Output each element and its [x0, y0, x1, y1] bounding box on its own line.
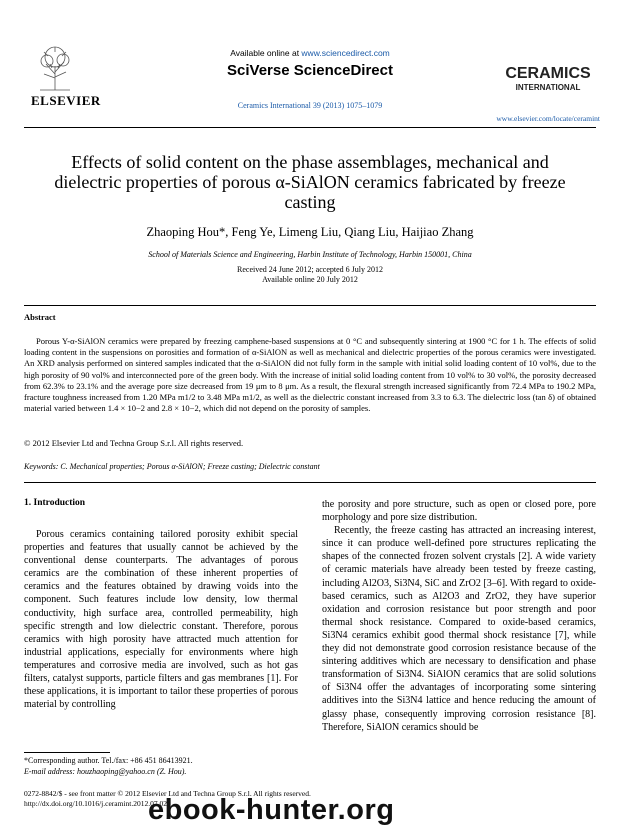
abstract-text: Porous Y-α-SiAlON ceramics were prepared by freezing camphene-based suspensions at 0 °C and subsequently sintering at 1900 °C for 1 h. The effects of solid loading content in the suspensions on porosities and formation of α-SiAlON as well as mechanical and dielectric properties of the porous ceramics were investigated. An XRD analysis performed on sintered samples indicated that the α-SiAlON did not fully form in the sample with initial solid loading content of 10 vol%, due to the high porosity of 90 vol% and interconnected pore of the green body. With the increase of initial solid loading content from 10 vol% to 30 vol%, the porosity decreased from 62.3% to 23.1% and the average pore size decreased from 19 μm to 8 μm. As a result, the flexural strength increased significantly from 72.4 MPa to 190.2 MPa, fracture toughness increased from 1.20 MPa m1/2 to 3.48 MPa m1/2, as well as the dielectric constant increased from 3.3 to 6.3. The dielectric loss (tan δ) of obtained material varied between 1.4 × 10−2 and 2.8 × 10−2, which did not depend on the porosity of samples. [24, 336, 596, 414]
platform-name: SciVerse ScienceDirect [227, 62, 393, 79]
doi-link[interactable]: http://dx.doi.org/10.1016/j.ceramint.2012.07.029 [24, 798, 171, 808]
footnote [24, 756, 298, 777]
front-matter-line: 0272-8842/$ - see front matter © 2012 Elsevier Ltd and Techna Group S.r.l. All rights reserved. [24, 789, 311, 798]
journal-logo-title: CERAMICS [505, 65, 591, 82]
watermark-text: ebook-hunter.org [148, 794, 395, 826]
availability-line [0, 48, 620, 58]
keywords [24, 462, 320, 471]
article-dates [40, 265, 580, 285]
author-affiliation: School of Materials Science and Engineering, Harbin Institute of Technology, Harbin 150001, China [148, 250, 472, 259]
online-date: Available online 20 July 2012 [262, 275, 358, 284]
abstract-bottom-rule [24, 482, 596, 483]
corresponding-author: *Corresponding author. Tel./fax: +86 451 86413921. [24, 756, 193, 765]
right-column [322, 498, 596, 734]
intro-paragraph-2: Recently, the freeze casting has attracted an increasing interest, since it can produce well-defined pore structures replicating the shapes of the connected frozen solvent crystals [2]. A wide variety of ceramic materials have already been tested by freeze casting, including Al2O3, Si3N4, SiC and ZrO2 [3–6]. With regard to oxide-based ceramics, such as Al2O3 and ZrO2, they have superior oxidation and corrosion resistance but poor strength and poor thermal shock resistance. Compared to oxide-based ceramics, Si3N4 ceramics exhibit good thermal shock resistance [7], while they did not demonstrate good corrosion resistance because of the sintering additives which are necessary to densification and phase transformation of Si3N4. SiAlON ceramics that are solid solutions of Si3N4 offer the advantages of incorporating some sintering additives into the Si3N4 lattice and hence reducing the amount of glassy phase, consequently improving corrosion resistance [8]. Therefore, SiAlON ceramics should be [322, 525, 596, 733]
abstract-copyright: © 2012 Elsevier Ltd and Techna Group S.r.l. All rights reserved. [24, 438, 244, 448]
received-date: Received 24 June 2012; accepted 6 July 2012 [237, 265, 383, 274]
article-authors: Zhaoping Hou*, Feng Ye, Limeng Liu, Qiang Liu, Haijiao Zhang [146, 225, 474, 239]
footnote-rule [24, 752, 110, 753]
keywords-line: Keywords: C. Mechanical properties; Porous α-SiAlON; Freeze casting; Dielectric constant [24, 462, 320, 471]
abstract-heading: Abstract [24, 312, 56, 322]
journal-url-link[interactable]: www.elsevier.com/locate/ceramint [496, 114, 600, 123]
article-title: Effects of solid content on the phase assemblages, mechanical and dielectric properties of porous α-SiAlON ceramics fabricated by freeze casting [54, 152, 566, 212]
abstract-top-rule [24, 305, 596, 306]
journal-citation-link[interactable]: Ceramics International 39 (2013) 1075–1079 [237, 101, 383, 110]
journal-logo-subtitle: INTERNATIONAL [515, 83, 581, 92]
publisher-name: ELSEVIER [31, 93, 101, 108]
header-rule [24, 127, 596, 128]
sciencedirect-link[interactable]: www.sciencedirect.com [301, 48, 390, 58]
author-email: E-mail address: houzhaoping@yahoo.cn (Z. Hou). [24, 766, 187, 776]
intro-paragraph-1: Porous ceramics containing tailored porosity exhibit special properties and features that usually cannot be achieved by the conventional dense counterparts. The advantages of porous ceramics are the combination of these inherent properties of ceramics and the features obtained by drawing voids into the component. Such features include low density, low thermal conductivity, high surface area, controlled permeability, high specific strength and low dielectric constant. Therefore, porous ceramics with high porosity have attracted much attention for industrial applications, especially for environments where high temperatures and corrosive media are involved, such as hot gas filters, catalyst supports, particle filters and gas membranes [1]. For these applications, it is important to tailor these properties of porous material by controlling [24, 529, 298, 711]
left-column [24, 528, 298, 711]
section-heading-introduction: 1. Introduction [24, 498, 86, 508]
availability-prefix: Available online at [230, 48, 302, 58]
intro-paragraph-1-cont: the porosity and pore structure, such as open or closed pore, pore morphology and pore size distribution. [322, 499, 596, 524]
